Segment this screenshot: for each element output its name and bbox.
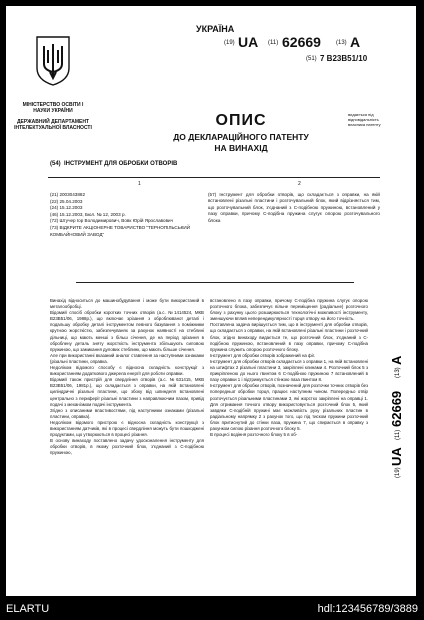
document-subtitle-1: ДО ДЕКЛАРАЦІЙНОГО ПАТЕНТУ <box>173 132 309 142</box>
biblio-block <box>50 192 200 238</box>
paragraph: встановлено в пазу оправки, причому С-подібна пружина слугує опорою розточного блока, забезпечує вільне переміщення (радіальне) розточного блоку з рахунку цього розширюються технологічні можливості інструменту, зменшуючи вплив неперендикулярності торця отвору на його точність. <box>210 298 368 322</box>
paragraph: Але при використанні вказаний аналог ставлення за наступними ознаками (різальні пластини, оправка. <box>50 352 204 364</box>
ipc-class: 7 B23B51/10 <box>320 54 368 63</box>
footer-bar <box>0 598 424 620</box>
side-note: видається під відповідальність власника патенту <box>348 112 381 127</box>
side-code-11: (11) <box>395 429 401 440</box>
ministry-name: МІНІСТЕРСТВО ОСВІТИ І НАУКИ УКРАЇНИ <box>22 102 84 114</box>
kind-code: A <box>350 34 361 50</box>
paragraph: В процесі водіння розточного блоку 5 в об- <box>210 432 298 438</box>
side-kind: A <box>389 355 404 365</box>
invention-title: ІНСТРУМЕНТ ДЛЯ ОБРОБКИ ОТВОРІВ <box>64 161 178 167</box>
paragraph: Інструмент для обробки отворів складається з оправки 1, на якій встановлені на штифтах 2 різальні пластини 3, закріплені клинами 4. Розточний блок 5 з прикріпленою до нього гвинтом 6 С-подібною пружиною 7 встановлений в пазу оправки 1 і підтримується стінкою паза гвинтом 8. <box>210 358 368 383</box>
department-name: ДЕРЖАВНИЙ ДЕПАРТАМЕНТ ІНТЕЛЕКТУАЛЬНОЇ ВЛАСНОСТІ <box>14 119 92 131</box>
biblio-line: (24) 15.12.2003 <box>50 205 83 211</box>
claim-text: Інструмент для обробки отворів, що складається з оправки, на якій встановлені різальні пластини і розточувальний блок, який відрізняється тим, що розточувальний блок, з'єднаний з С-подібною пружиною, встановлений у пазу оправки, причому С-подібна пружина слугує опорою розточувального блока <box>208 192 380 223</box>
footer-handle: hdl:123456789/3889 <box>317 603 418 615</box>
footer-left-label: ELARTU <box>6 603 50 615</box>
document-subtitle-2: НА ВИНАХІД <box>214 143 268 153</box>
paragraph: Недоліком відомого способу є відносна складність конструкції з використанням додаткового джерела енергії для роботи оправки. <box>50 365 204 377</box>
country-name: УКРАЇНА <box>196 24 235 34</box>
patent-page <box>6 6 416 596</box>
code-11: (11) <box>268 40 279 46</box>
paragraph: Винахід відноситься до машинобудування і може бути використаний в металообробці. <box>50 298 204 310</box>
column-number-right: 2 <box>298 181 301 187</box>
paragraph: Поставлена задача вирішується тим, що в інструменті для обробки отворів, що складається з оправки, на якій встановлені різальні пластини і розточний блок, згідно винаходу видається те, що розточний блок, з'єднаний з С-подібною пружиною, встановлений в пазу оправки, причому С-подібна пружина служить опорою розточного блоку. <box>210 322 368 352</box>
body-right-column <box>210 298 368 560</box>
paragraph: Відомий також пристрій для свердління отворів (а.с. №631415, МКВ B23B51/06, 1981р.), що складається з оправки, на якій встановлені циліндричні різальні пластини, що збоку від шпинделя встановлені центрально з периферії різальні пластини з направлюючим пазом, привід подачі з механізмом подачі інструмента. <box>50 377 204 407</box>
paragraph: Відомий спосіб обробки коротких точних отворів (а.с. №1414524, МКВ B23B51/06, 1988р.), що включає зрізання з оброблюваної деталі і подальшу обробку деталі інструментом певного базування з поміжними крутною жорсткістю, забезпечуванях за рахунок наявності на стеблині дільниці, що мають менші з більш січення, де на період зрізання в оброблену деталь зняту жорсткість інструмента збільшують силовою пружиною, що замикання дулових стеблинк, що мають більше січення. <box>50 310 204 352</box>
column-number-left: 1 <box>138 181 141 187</box>
patent-number: 62669 <box>282 34 321 50</box>
side-country: UA <box>389 447 404 466</box>
biblio-line: (21) 2003043882 <box>50 192 85 197</box>
biblio-line: (72) Штучер Іор Володимирович, Вовк Юрій Ярославович <box>50 218 173 224</box>
biblio-line: (46) 15.12.2003, Бюл. № 12, 2003 р. <box>50 211 126 217</box>
invention-code: (54) <box>50 161 61 167</box>
paragraph: Згідно з описаними властивостями, під наступними ознаками (різальні пластини, оправка). <box>50 407 204 419</box>
paragraph: Недоліком відомого пристрою є відносна складність конструкції з використанням датчиків, які в процесі свердління можуть бути пошкоджені продуктами, що утворюються в процесі різання. <box>50 419 204 438</box>
side-code-13: (13) <box>395 367 401 378</box>
section-separator <box>76 282 354 283</box>
document-title: ОПИС <box>215 112 267 129</box>
side-patent-codes <box>379 336 409 486</box>
code-19: (19) <box>224 40 235 46</box>
biblio-line: (22) 25.04.2003 <box>50 198 83 204</box>
trident-emblem-icon <box>36 36 70 86</box>
column-divider-line <box>48 177 380 178</box>
biblio-line: (73) ВІДКРИТЕ АКЦІОНЕРНЕ ТОВАРИСТВО "ТЕРНОПІЛЬСЬКИЙ КОМБАЙНОВИЙ ЗАВОД" <box>50 224 190 237</box>
side-code-19: (19) <box>395 467 401 478</box>
claim-block <box>208 192 380 224</box>
side-number: 62669 <box>389 390 404 427</box>
code-51: (51) <box>306 56 317 62</box>
paragraph: Інструмент для обробки отворів зображений на фіг. <box>210 352 315 358</box>
body-left-column <box>50 298 204 560</box>
code-13: (13) <box>336 40 347 46</box>
paragraph: В основу винаходу поставлено задачу удосконалення інструменту для обробки отворів, в якому розточний блок, з'єднаний з С-подібною пружиною, <box>50 438 204 456</box>
paragraph: Інструмент для обробки отворів, позначений для розточки точних отворів без попередньої обробки торця, працює наступним чином. Попередньо отвір розточується різальними пластинами 3, які жорстко закріплені на оправці 1. Для отримання точного отвору використовується розточний блок 5, який завдяки С-подібній пружині має можливість руху різальних пластин в радіальному напрямку 2 з рахунок того, що під тиском пружини розточний блок притиснутий до стінки паза, пружина 7, що спирається в оправку з рахунком силою різання розточного блоку 5. <box>210 383 368 431</box>
claim-code: (57) <box>208 192 217 197</box>
country-code: UA <box>238 34 259 50</box>
